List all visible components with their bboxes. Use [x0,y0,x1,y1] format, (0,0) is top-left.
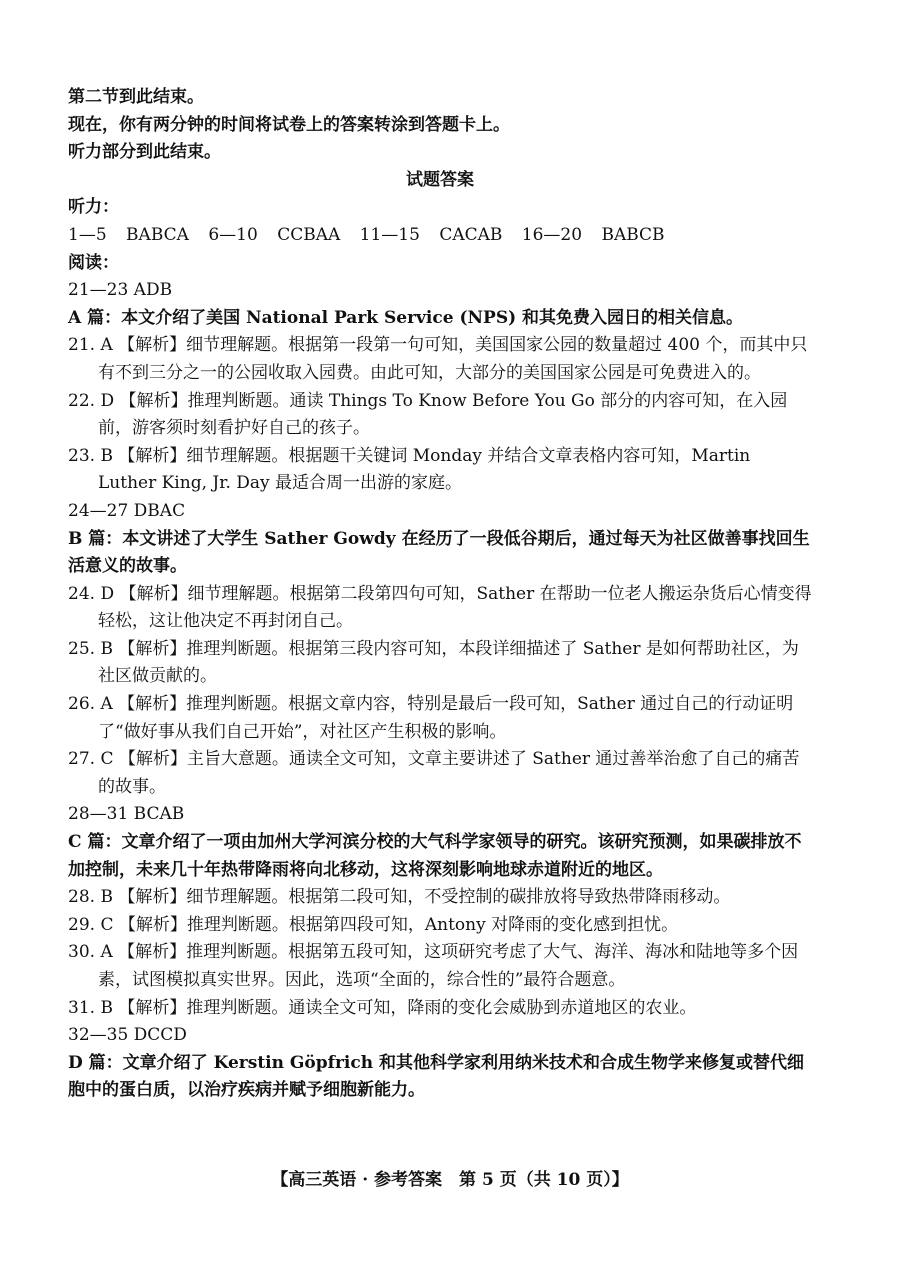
passage-summary-b: B 篇：本文讲述了大学生 Sather Gowdy 在经历了一段低谷期后，通过每天为社区做善事找回生活意义的故事。 [68,528,810,577]
answer-item-24: 24. D 【解析】细节理解题。根据第二段第四句可知，Sather 在帮助一位老人搬运杂货后心情变得轻松，这让他决定不再封闭自己。 [68,583,812,632]
listening-range-2: 6—10 [208,224,258,245]
intro-line-1: 第二节到此结束。 [68,87,204,107]
answer-range-a: 21—23 ADB [68,280,173,301]
answer-item-29: 29. C 【解析】推理判断题。根据第四段可知，Antony 对降雨的变化感到担忧。 [68,914,679,935]
answer-item-30: 30. A 【解析】推理判断题。根据第五段可知，这项研究考虑了大气、海洋、海冰和陆地等多个因素，试图模拟真实世界。因此，选项“全面的，综合性的”最符合题意。 [68,942,799,990]
answer-item-23: 23. B 【解析】细节理解题。根据题干关键词 Monday 并结合文章表格内容可知，Martin Luther King, Jr. Day 最适合周一出游的家庭。 [68,445,751,494]
section-title: 试题答案 [406,169,474,190]
passage-summary-d: D 篇：文章介绍了 Kerstin Göpfrich 和其他科学家利用纳米技术和合成生物学来修复或替代细胞中的蛋白质，以治疗疾病并赋予细胞新能力。 [68,1052,805,1101]
listening-label: 听力： [68,197,119,218]
listening-answer-4: BABCB [601,224,665,245]
intro-line-3: 听力部分到此结束。 [68,142,221,163]
answer-item-21: 21. A 【解析】细节理解题。根据第一段第一句可知，美国国家公园的数量超过 400 个，而其中只有不到三分之一的公园收取入园费。由此可知，大部分的美国国家公园是可免费进入的。 [68,335,808,383]
answer-item-25: 25. B 【解析】推理判断题。根据第三段内容可知，本段详细描述了 Sather 是如何帮助社区，为社区做贡献的。 [68,638,799,687]
listening-range-1: 1—5 [68,224,107,245]
reading-label: 阅读： [68,252,119,273]
answer-range-d: 32—35 DCCD [68,1025,187,1046]
listening-range-4: 16—20 [521,224,583,245]
listening-answer-1: BABCA [126,224,189,245]
answer-item-31: 31. B 【解析】推理判断题。通读全文可知，降雨的变化会威胁到赤道地区的农业。 [68,997,697,1018]
listening-answer-2: CCBAA [277,224,341,245]
listening-keys [68,222,812,250]
answer-item-22: 22. D 【解析】推理判断题。通读 Things To Know Before You Go 部分的内容可知，在入园前，游客须时刻看护好自己的孩子。 [68,390,788,439]
intro-line-2: 现在，你有两分钟的时间将试卷上的答案转涂到答题卡上。 [68,114,510,135]
answer-range-c: 28—31 BCAB [68,804,185,825]
listening-range-3: 11—15 [359,224,420,245]
answer-item-27: 27. C 【解析】主旨大意题。通读全文可知，文章主要讲述了 Sather 通过善举治愈了自己的痛苦的故事。 [68,749,800,797]
page-footer: 【高三英语 · 参考答案 第 5 页（共 10 页）】 [271,1170,629,1190]
answer-range-b: 24—27 DBAC [68,500,186,521]
listening-answer-3: CACAB [439,224,503,245]
passage-summary-a: A 篇：本文介绍了美国 National Park Service (NPS) 和其免费入园日的相关信息。 [68,307,744,328]
passage-summary-c: C 篇：文章介绍了一项由加州大学河滨分校的大气科学家领导的研究。该研究预测，如果碳排放不加控制，未来几十年热带降雨将向北移动，这将深刻影响地球赤道附近的地区。 [68,832,802,880]
answer-item-26: 26. A 【解析】推理判断题。根据文章内容，特别是最后一段可知，Sather 通过自己的行动证明了“做好事从我们自己开始”，对社区产生积极的影响。 [68,694,794,742]
answer-item-28: 28. B 【解析】细节理解题。根据第二段可知，不受控制的碳排放将导致热带降雨移动。 [68,887,731,908]
